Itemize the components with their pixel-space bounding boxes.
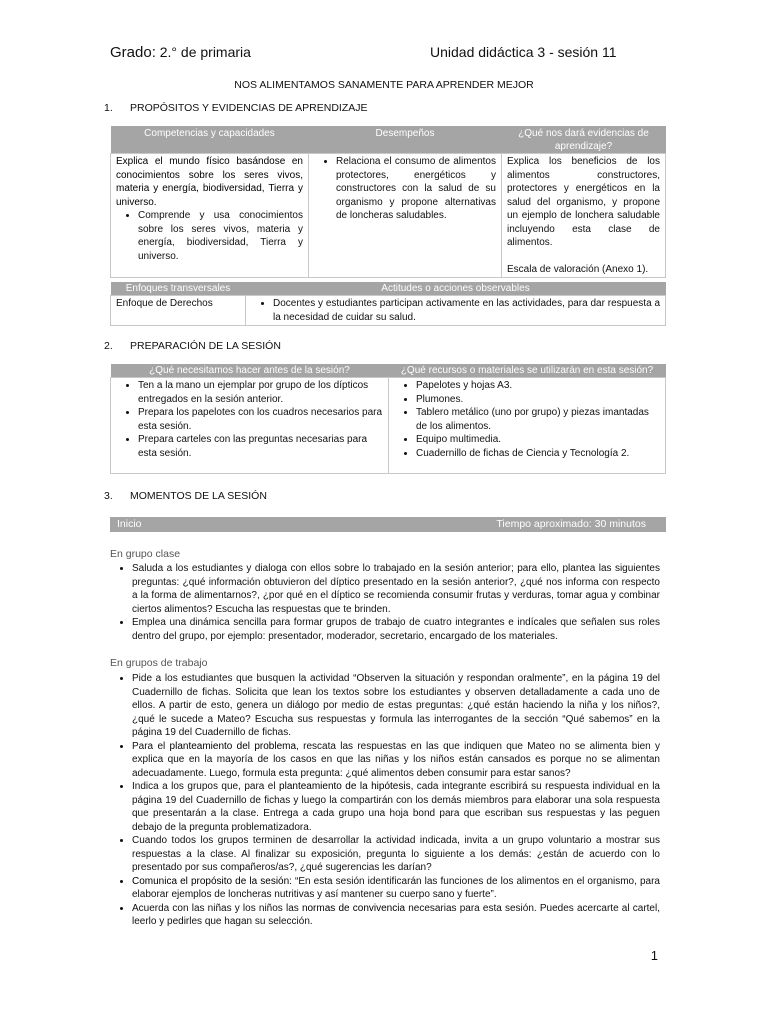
capacidad-item: • Comprende y usa conocimientos sobre los seres vivos, materia y energía, biodiversidad, Tierra y universo. — [138, 209, 303, 263]
list-item — [132, 740, 660, 781]
col-antes: ¿Qué necesitamos hacer antes de la sesión? — [111, 364, 389, 378]
actitud-cell — [246, 296, 666, 326]
escala-text: Escala de valoración (Anexo 1). — [507, 263, 649, 275]
antes-cell — [111, 378, 389, 474]
grupo-clase-subheading: En grupo clase — [110, 548, 181, 560]
recurso-item: • Papelotes y hojas A3. — [416, 379, 660, 393]
grade-value: 2.° de primaria — [155, 44, 251, 60]
enfoques-table — [110, 282, 666, 326]
antes-item: • Prepara los papelotes con los cuadros necesarios para esta sesión. — [138, 406, 383, 433]
grade-label — [110, 44, 251, 61]
grade-label-key: Grado: — [110, 44, 156, 61]
t3-pre: Indica a los grupos que, para el — [132, 781, 280, 792]
t2-highlight: planteamiento del problema — [169, 740, 297, 752]
grupos-trabajo-subheading: En grupos de trabajo — [110, 657, 208, 669]
recursos-cell — [389, 378, 666, 474]
competencia-text: Explica el mundo físico basándose en conocimientos sobre los seres vivos, materia y energía, biodiversidad, Tierra y universo. — [116, 156, 303, 208]
grupo-clase-list — [110, 562, 660, 643]
antes-item: • Ten a la mano un ejemplar por grupo de los dípticos entregados en la sesión anterior. — [138, 379, 383, 406]
section-3-heading — [104, 490, 267, 502]
grupos-trabajo-list — [110, 672, 660, 929]
col-enfoques: Enfoques transversales — [111, 282, 246, 296]
t3-highlight: planteamiento de la hipótesis — [279, 781, 411, 792]
section-2-title: PREPARACIÓN DE LA SESIÓN — [130, 340, 281, 352]
recurso-item: • Plumones. — [416, 393, 660, 407]
col-actitudes: Actitudes o acciones observables — [246, 282, 666, 296]
section-1-heading — [104, 102, 368, 114]
desempenos-cell — [309, 154, 502, 278]
purposes-table — [110, 126, 666, 278]
section-3-title: MOMENTOS DE LA SESIÓN — [130, 490, 267, 502]
t2-post: , rescata las respuestas en las que indiquen que Mateo no se alimenta bien y explica que en la mayoría de los casos en que las niñas y los niños están cansados es porque no se alimentan adecuadamente. Luego, formula esta pregunta: ¿qué alimentos deben consumir para estar sanos? — [132, 740, 661, 779]
list-item — [132, 780, 660, 834]
desempeno-item: • Relaciona el consumo de alimentos protectores, energéticos y constructores con la salud de su organismo y propone alternativas de loncheras saludables. — [336, 155, 496, 223]
antes-item: • Prepara carteles con las preguntas necesarias para esta sesión. — [138, 433, 383, 460]
list-item: • Saluda a los estudiantes y dialoga con ellos sobre lo trabajado en la sesión anterior; para ello, plantea las siguientes preguntas: ¿qué información obtuvieron del díptico presentado en la sesión anterior?, ¿qué nos informa con respecto a la forma de alimentarnos?, ¿por qué en el díptico se recomienda consumir frutas y verduras, tomar agua y combinar ciertos alimentos? Escucha las respuestas que te brinden. — [132, 562, 660, 616]
unit-session-label: Unidad didáctica 3 - sesión 11 — [430, 44, 617, 60]
list-item — [132, 902, 660, 929]
section-1-title: PROPÓSITOS Y EVIDENCIAS DE APRENDIZAJE — [130, 102, 368, 114]
recurso-item: • Cuadernillo de fichas de Ciencia y Tecnología 2. — [416, 447, 660, 461]
t5-post: “En esta sesión identificarán las funciones de los alimentos en el organismo, para elaborar ejemplos de loncheras nutritivas y así mantener su cuerpo sano y fuerte”. — [132, 875, 660, 900]
preparation-table — [110, 364, 666, 474]
t2-pre: Para el — [132, 740, 170, 752]
list-item: • Emplea una dinámica sencilla para formar grupos de trabajo de cuatro integrantes e indícales que señalen sus roles dentro del grupo, por ejemplo: presentador, moderador, secretario, encargado de los materiales. — [132, 616, 660, 643]
competencias-cell — [111, 154, 309, 278]
section-1-number: 1. — [104, 102, 113, 114]
list-item: • Pide a los estudiantes que busquen la actividad “Observen la situación y respondan oralmente”, en la página 19 del Cuadernillo de fichas. Solicita que lean los textos sobre los estudiantes y observen detalladamente a cada uno de ellos. A partir de esto, genera un diálogo por medio de estas preguntas: ¿qué están haciendo la niña y los niños?, ¿qué le sucede a Mateo? Escucha sus respuestas y formula las interrogantes de la sección “Qué sabemos” en la página 19 del Cuadernillo de fichas. — [132, 672, 660, 740]
inicio-bar — [110, 517, 666, 532]
t6-highlight: normas de convivencia — [301, 902, 406, 914]
recurso-item: • Tablero metálico (uno por grupo) y piezas imantadas de los alimentos. — [416, 406, 660, 433]
section-2-number: 2. — [104, 340, 113, 352]
recurso-item: • Equipo multimedia. — [416, 433, 660, 447]
list-item: • Cuando todos los grupos terminen de desarrollar la actividad indicada, invita a un grupo voluntario a mostrar sus respuestas a la clase. Al finalizar su exposición, pregunta lo siguiente a los demás: ¿están de acuerdo con lo presentado por sus compañeros/as?, ¿qué sugerencias les darían? — [132, 834, 660, 875]
actitud-item: • Docentes y estudiantes participan activamente en las actividades, para dar respuesta a la necesidad de cuidar su salud. — [273, 297, 660, 324]
list-item — [132, 875, 660, 902]
col-recursos: ¿Qué recursos o materiales se utilizarán en esta sesión? — [389, 364, 666, 378]
t6-pre: Acuerda con las niñas y los niños las — [132, 902, 302, 914]
t6-post: necesarias para esta sesión. Puedes acercarte al cartel, leerlo y pedirles que hagan su selección. — [132, 902, 660, 927]
evidencias-cell — [502, 154, 666, 278]
section-3-number: 3. — [104, 490, 113, 502]
tiempo-label: Tiempo aproximado: 30 minutos — [496, 518, 646, 530]
col-evidencias: ¿Qué nos dará evidencias de aprendizaje? — [502, 126, 666, 154]
t5-highlight: Comunica el propósito de la sesión: — [132, 875, 292, 887]
inicio-label: Inicio — [117, 518, 142, 530]
document-title: NOS ALIMENTAMOS SANAMENTE PARA APRENDER MEJOR — [234, 79, 534, 91]
enfoque-cell: Enfoque de Derechos — [111, 296, 246, 326]
section-2-heading — [104, 340, 281, 352]
col-competencias: Competencias y capacidades — [111, 126, 309, 154]
col-desempenos: Desempeños — [309, 126, 502, 154]
page-number: 1 — [650, 948, 658, 963]
t3-post: , cada integrante escribirá su respuesta individual en la página 19 del Cuadernillo de fichas y luego la compartirán con los demás miembros para elaborar una sola respuesta que presentarán a la clase. Entrega a cada grupo una hoja bond para que escriban sus respuestas y las peguen debajo de la pregunta problematizadora. — [132, 781, 660, 833]
evidencia-text: Explica los beneficios de los alimentos constructores, protectores y energéticos en la salud del organismo, y propone un ejemplo de lonchera saludable incluyendo esta clase de alimentos. — [507, 156, 660, 248]
